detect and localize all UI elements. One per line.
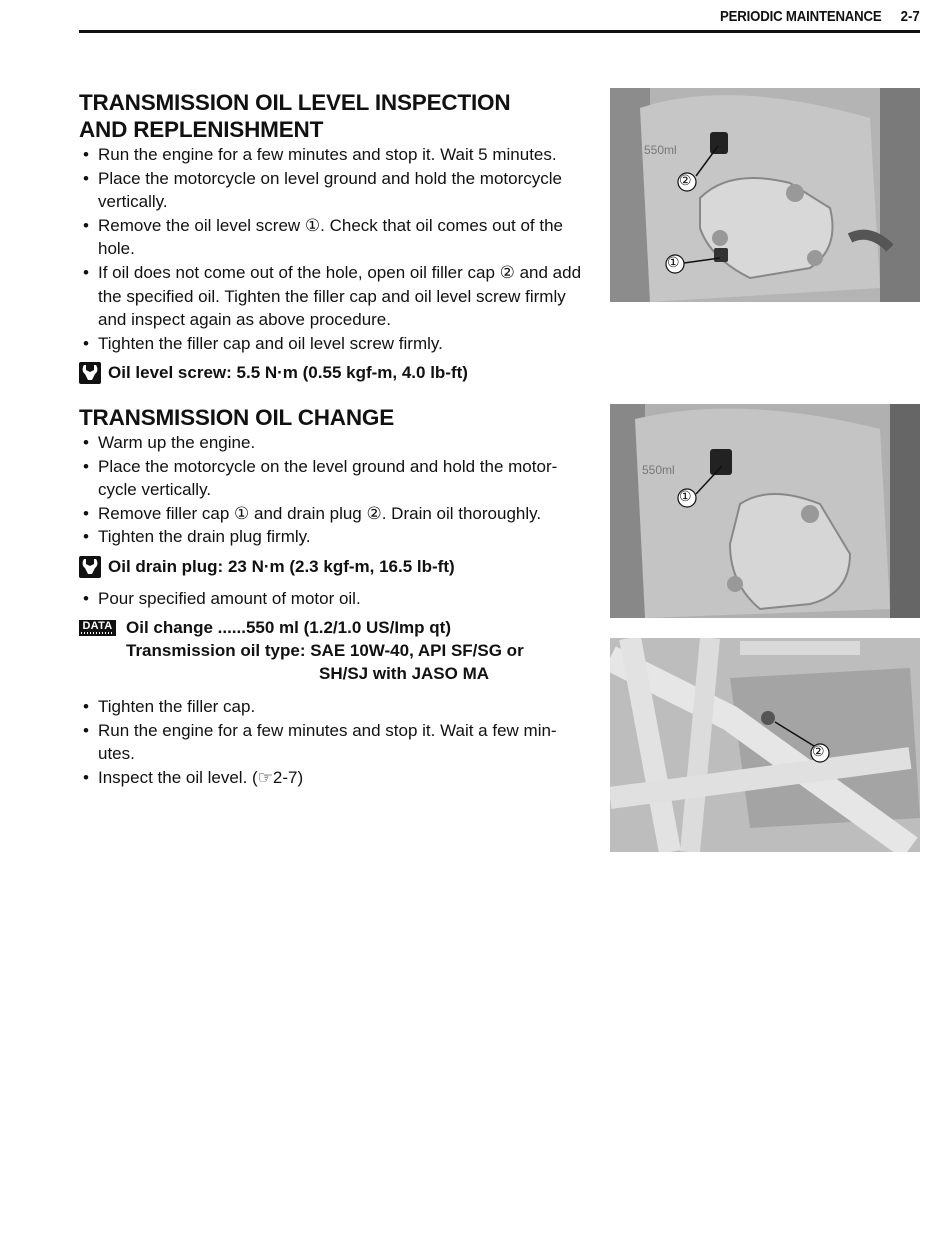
- list-item: • Remove the oil level screw ①. Check that oil comes out of the hole.: [79, 214, 589, 261]
- photo-oil-level-screw: [610, 88, 920, 302]
- list-item: • Run the engine for a few minutes and stop it. Wait 5 minutes.: [79, 143, 589, 167]
- data-oil-change: Oil change ......550 ml (1.2/1.0 US/Imp qt): [126, 618, 451, 637]
- section1-bullets: [79, 143, 589, 355]
- torque-wrench-icon: [79, 556, 101, 578]
- page-header: [79, 6, 920, 33]
- list-item: • If oil does not come out of the hole, open oil filler cap ② and add the specified oil. Tighten the filler cap and oil level screw firmly and inspect again as above procedure.: [79, 261, 589, 332]
- data-oil-type-cont: SH/SJ with JASO MA: [319, 664, 490, 683]
- list-item: • Tighten the filler cap.: [79, 695, 589, 719]
- callout-oil-level-screw: ①: [667, 254, 680, 270]
- list-item: • Warm up the engine.: [79, 431, 589, 455]
- engraving-text: 550ml: [642, 463, 675, 477]
- list-item: • Place the motorcycle on level ground and hold the motorcycle vertically.: [79, 167, 589, 214]
- list-item: • Tighten the filler cap and oil level screw firmly.: [79, 332, 589, 356]
- data-oil-type: Transmission oil type: SAE 10W-40, API SF/SG or: [126, 641, 524, 660]
- callout-filler-cap: ①: [679, 488, 692, 504]
- engraving-text: 550ml: [644, 143, 677, 157]
- list-item: • Pour specified amount of motor oil.: [79, 587, 589, 611]
- list-item: • Tighten the drain plug firmly.: [79, 525, 589, 549]
- torque-wrench-icon: [79, 362, 101, 384]
- callout-filler-cap: ②: [679, 172, 692, 188]
- photo-filler-cap: [610, 404, 920, 618]
- list-item: • Place the motorcycle on the level ground and hold the motor-cycle vertically.: [79, 455, 589, 502]
- list-item: • Run the engine for a few minutes and stop it. Wait a few min-utes.: [79, 719, 589, 766]
- section2-bullets-a: [79, 431, 589, 549]
- section2-bullets-b: [79, 587, 589, 611]
- page-number: 2-7: [900, 8, 920, 25]
- section2-title: TRANSMISSION OIL CHANGE: [79, 405, 395, 430]
- data-badge: DATA: [79, 620, 116, 636]
- data-spec-block: [79, 618, 599, 688]
- list-item: • Inspect the oil level. (☞2-7): [79, 766, 589, 790]
- callout-drain-plug: ②: [812, 743, 825, 759]
- photo-drain-plug: [610, 638, 920, 852]
- list-item: • Remove filler cap ① and drain plug ②. Drain oil thoroughly.: [79, 502, 589, 526]
- section1-title: TRANSMISSION OIL LEVEL INSPECTION AND REPLENISHMENT: [79, 90, 511, 142]
- section-name: PERIODIC MAINTENANCE: [720, 8, 882, 25]
- section2-bullets-c: [79, 695, 589, 789]
